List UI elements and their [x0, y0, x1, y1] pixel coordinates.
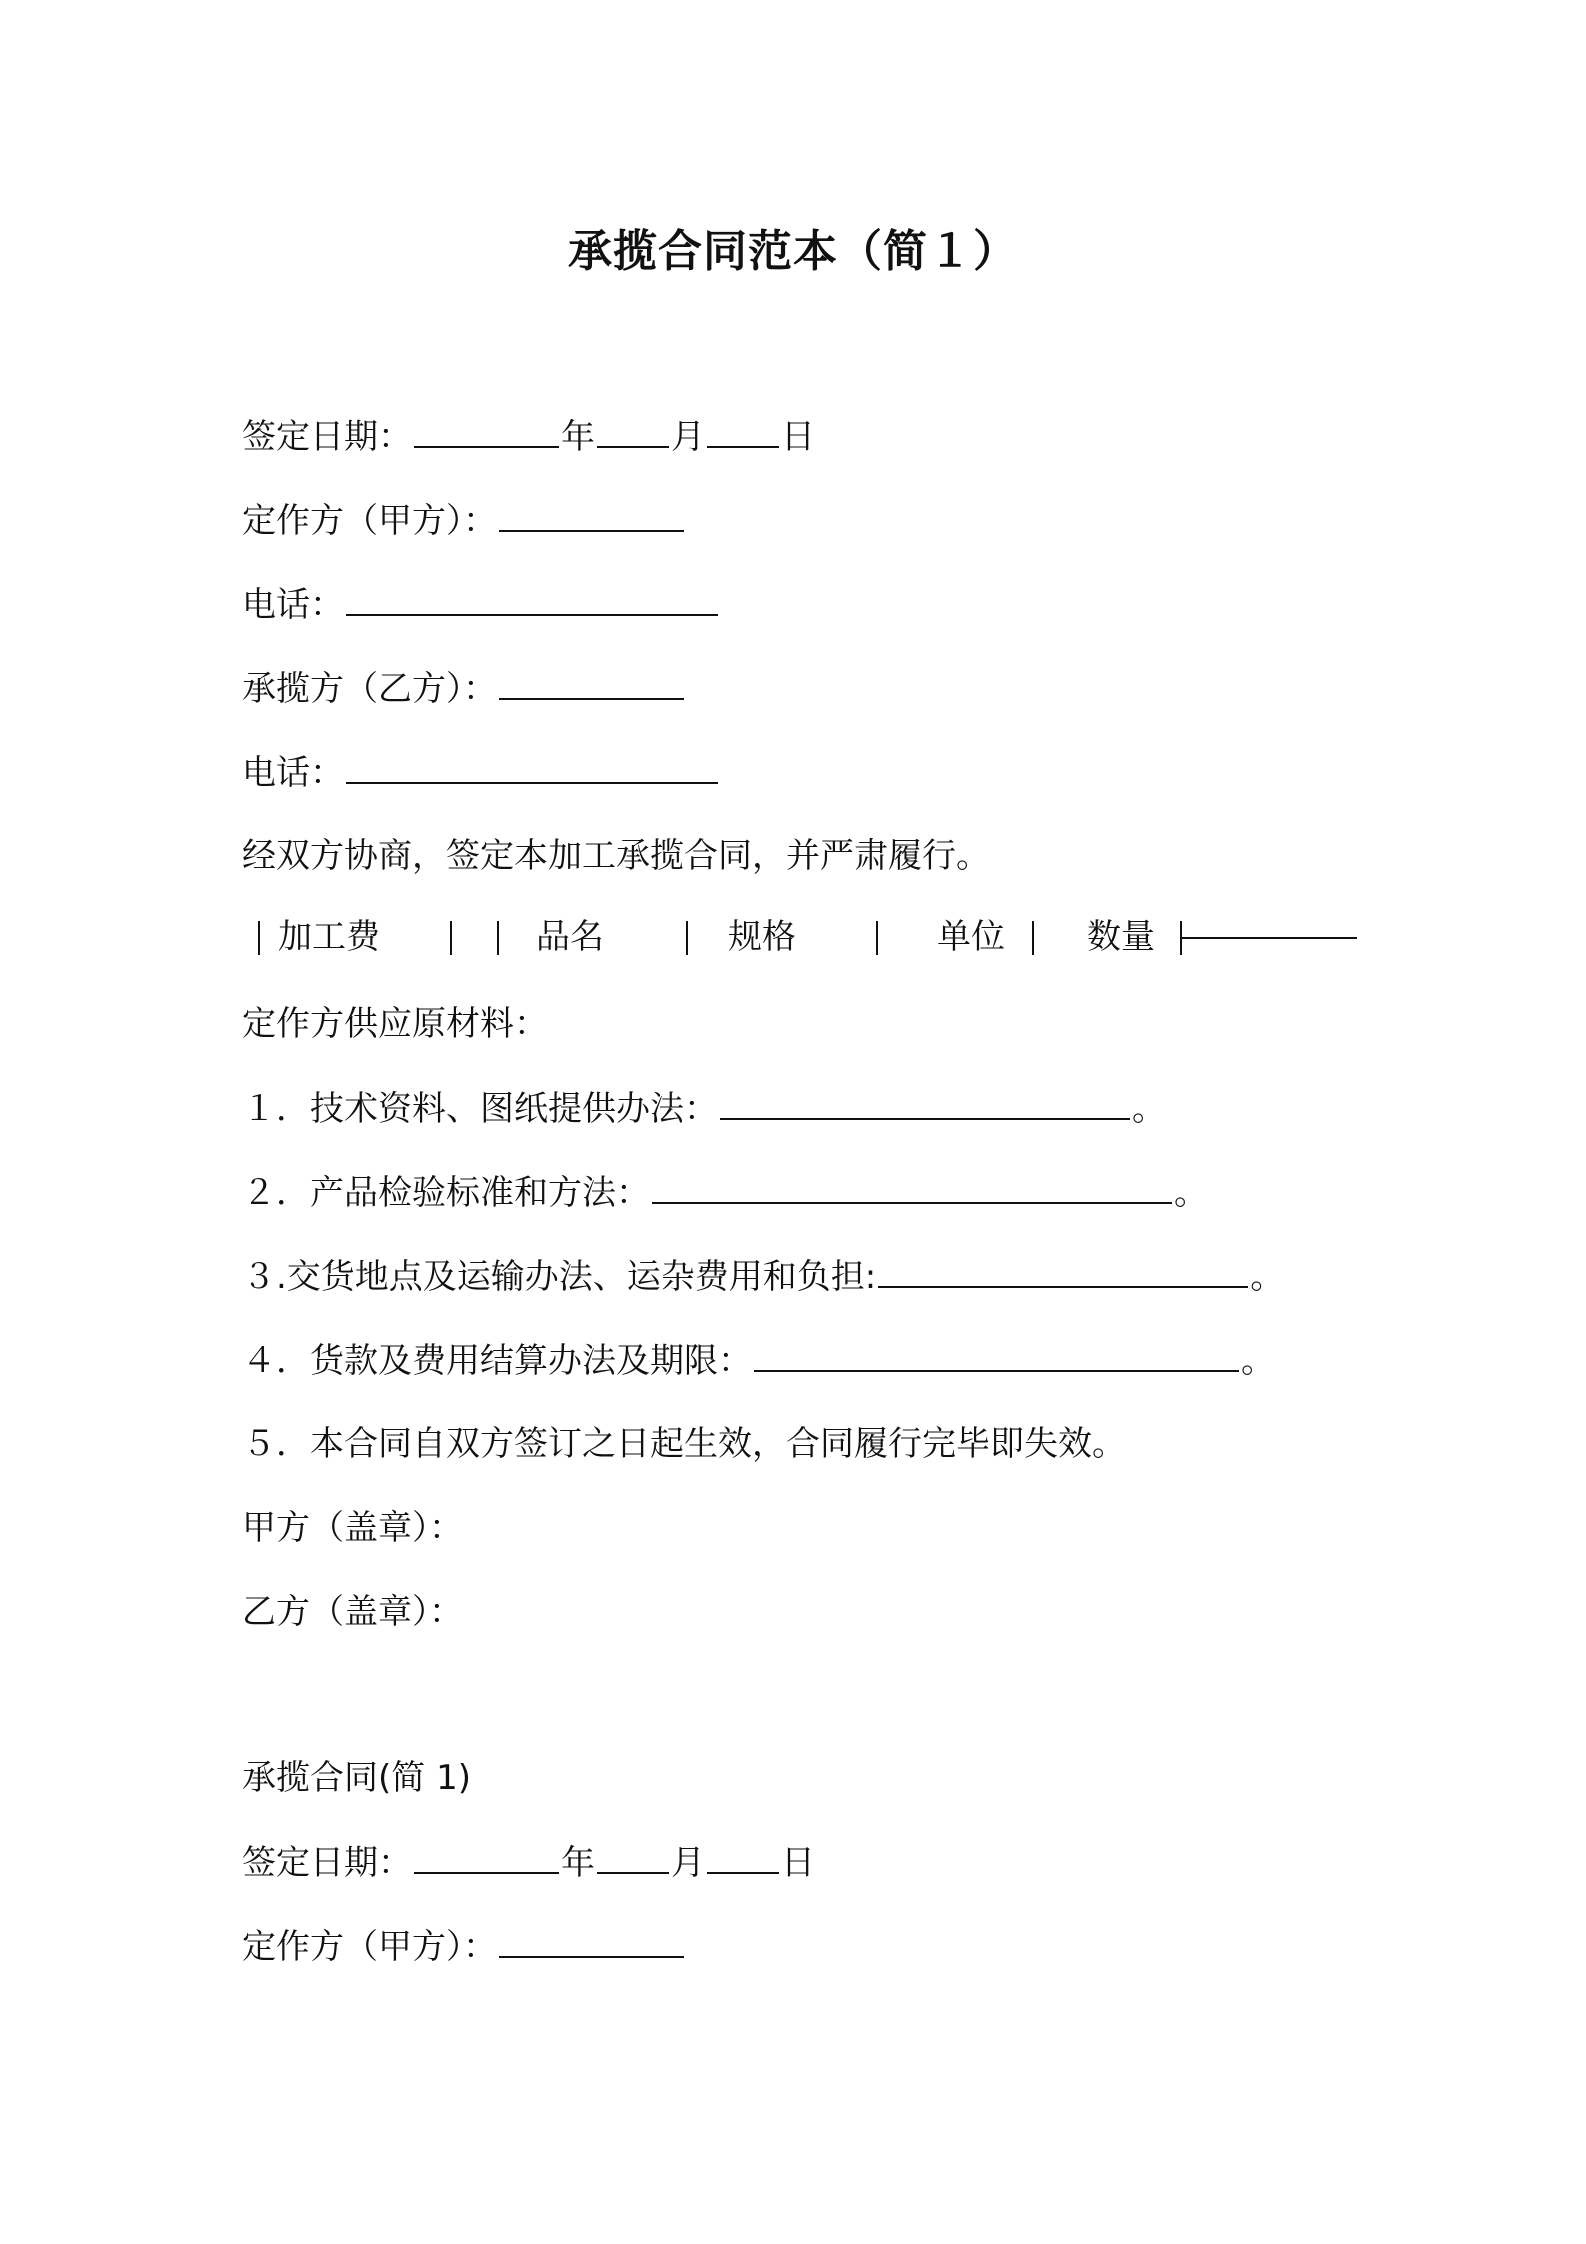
party-b-blank[interactable]	[499, 666, 684, 700]
item-2-text: ２．产品检验标准和方法：	[242, 1173, 650, 1213]
year-label: 年	[561, 1843, 595, 1883]
table-header-quantity: 数量	[1087, 917, 1155, 957]
table-header-unit: 单位	[937, 917, 1005, 957]
item-1-text: １．技术资料、图纸提供办法：	[242, 1089, 718, 1129]
month-label: 月	[671, 1843, 705, 1883]
year-label: 年	[561, 417, 595, 457]
table-divider	[1032, 921, 1034, 955]
party-a-blank-2[interactable]	[499, 1924, 684, 1958]
day-label: 日	[781, 1843, 815, 1883]
party-a-line	[242, 498, 686, 543]
phone-label: 电话：	[242, 585, 344, 625]
table-divider	[258, 921, 260, 955]
party-a-blank[interactable]	[499, 498, 684, 532]
sign-date-label: 签定日期：	[242, 417, 412, 457]
item-1-end-mark: 。	[1132, 1089, 1166, 1129]
item-3-line	[242, 1254, 1284, 1299]
party-b-seal: 乙方（盖章）：	[242, 1592, 463, 1632]
second-title: 承揽合同(简 1)	[242, 1758, 471, 1798]
table-header-spec: 规格	[728, 917, 796, 957]
item-1-line	[242, 1086, 1166, 1131]
party-a-line-2	[242, 1924, 686, 1969]
party-b-phone-blank[interactable]	[346, 750, 718, 784]
party-b-line	[242, 666, 686, 711]
party-a-label: 定作方（甲方）：	[242, 501, 497, 541]
month-blank[interactable]	[597, 414, 669, 448]
party-a-seal: 甲方（盖章）：	[242, 1508, 463, 1548]
year-blank-2[interactable]	[414, 1840, 559, 1874]
item-3-text: ３.交货地点及运输办法、运杂费用和负担:	[242, 1257, 877, 1297]
item-1-blank[interactable]	[720, 1086, 1130, 1120]
sign-date-label: 签定日期：	[242, 1843, 412, 1883]
party-b-label: 承揽方（乙方）：	[242, 669, 497, 709]
party-b-phone-line	[242, 750, 720, 795]
table-header-product: 品名	[536, 917, 604, 957]
item-2-blank[interactable]	[652, 1170, 1172, 1204]
item-2-end-mark: 。	[1174, 1173, 1208, 1213]
phone-label: 电话：	[242, 753, 344, 793]
party-a-phone-line	[242, 582, 720, 627]
table-header-fee: 加工费	[278, 917, 380, 957]
sign-date-line-2	[242, 1840, 815, 1885]
item-3-blank[interactable]	[878, 1254, 1248, 1288]
party-a-phone-blank[interactable]	[346, 582, 718, 616]
agreement-sentence: 经双方协商，签定本加工承揽合同，并严肃履行。	[242, 836, 990, 876]
table-header-row	[242, 915, 1362, 959]
item-4-line	[242, 1338, 1275, 1383]
day-blank[interactable]	[707, 414, 779, 448]
month-label: 月	[671, 417, 705, 457]
day-blank-2[interactable]	[707, 1840, 779, 1874]
item-4-blank[interactable]	[754, 1338, 1239, 1372]
table-divider	[876, 921, 878, 955]
item-2-line	[242, 1170, 1208, 1215]
item-5-text: ５．本合同自双方签订之日起生效，合同履行完毕即失效。	[242, 1424, 1126, 1464]
table-tail-line	[1182, 937, 1357, 939]
item-4-end-mark: 。	[1241, 1341, 1275, 1381]
item-4-text: ４．货款及费用结算办法及期限：	[242, 1341, 752, 1381]
document-title: 承揽合同范本（简１）	[568, 226, 1018, 277]
sign-date-line	[242, 414, 815, 459]
table-divider	[497, 921, 499, 955]
month-blank-2[interactable]	[597, 1840, 669, 1874]
party-a-label: 定作方（甲方）：	[242, 1927, 497, 1967]
table-divider	[686, 921, 688, 955]
item-3-end-mark: 。	[1250, 1257, 1285, 1297]
day-label: 日	[781, 417, 815, 457]
year-blank[interactable]	[414, 414, 559, 448]
table-divider	[450, 921, 452, 955]
materials-label: 定作方供应原材料：	[242, 1004, 548, 1044]
